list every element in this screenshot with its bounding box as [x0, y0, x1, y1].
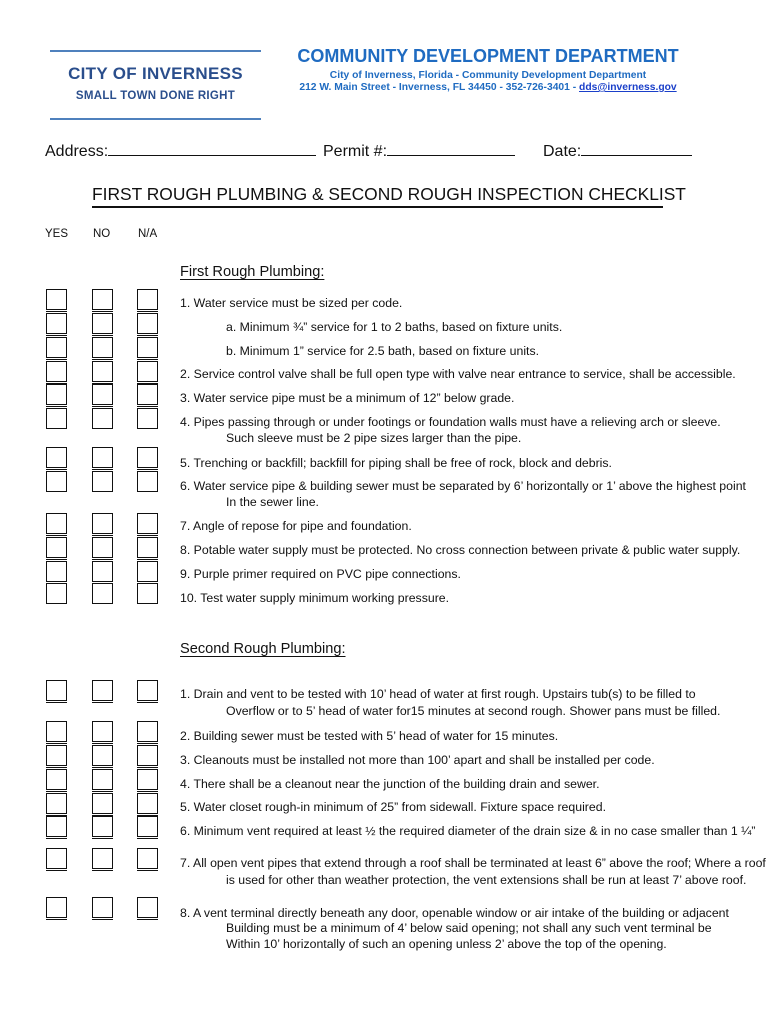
na-checkbox[interactable] [137, 561, 158, 582]
yes-checkbox[interactable] [46, 289, 67, 310]
second-rough-item: 4. There shall be a cleanout near the junction of the building drain and sewer. [180, 777, 600, 791]
second-rough-item: 7. All open vent pipes that extend through a roof shall be terminated at least 6” above the roof; Where a roof [180, 856, 766, 870]
no-checkbox[interactable] [92, 721, 113, 742]
na-checkbox[interactable] [137, 513, 158, 534]
yes-checkbox[interactable] [46, 745, 67, 766]
no-checkbox[interactable] [92, 816, 113, 837]
first-rough-item: b. Minimum 1” service for 2.5 bath, based on fixture units. [226, 344, 540, 358]
column-no: NO [93, 228, 111, 240]
no-checkbox[interactable] [92, 313, 113, 334]
no-checkbox[interactable] [92, 745, 113, 766]
na-checkbox[interactable] [137, 848, 158, 869]
logo-bottom-rule [50, 118, 261, 120]
second-rough-item: Overflow or to 5’ head of water for15 minutes at second rough. Shower pans must be filled. [226, 704, 721, 718]
na-checkbox[interactable] [137, 313, 158, 334]
na-checkbox[interactable] [137, 384, 158, 405]
logo-title: CITY OF INVERNESS [68, 64, 243, 83]
yes-checkbox[interactable] [46, 848, 67, 869]
permit-blank[interactable] [387, 140, 515, 156]
second-rough-item: Building must be a minimum of 4’ below said opening; not shall any such vent terminal be [226, 921, 712, 935]
second-rough-heading: Second Rough Plumbing: [180, 641, 346, 657]
na-checkbox[interactable] [137, 680, 158, 701]
na-checkbox[interactable] [137, 537, 158, 558]
department-email-link[interactable]: dds@inverness.gov [579, 82, 677, 93]
second-rough-item: 1. Drain and vent to be tested with 10’ head of water at first rough. Upstairs tub(s) to be filled to [180, 687, 696, 701]
na-checkbox[interactable] [137, 769, 158, 790]
department-title: COMMUNITY DEVELOPMENT DEPARTMENT [297, 46, 679, 66]
date-label: Date: [543, 143, 582, 160]
first-rough-item: 8. Potable water supply must be protected. No cross connection between private & public water supply. [180, 543, 741, 557]
yes-checkbox[interactable] [46, 513, 67, 534]
no-checkbox[interactable] [92, 583, 113, 604]
no-checkbox[interactable] [92, 361, 113, 382]
na-checkbox[interactable] [137, 471, 158, 492]
yes-checkbox[interactable] [46, 897, 67, 918]
second-rough-item: 5. Water closet rough-in minimum of 25” from sidewall. Fixture space required. [180, 800, 606, 814]
na-checkbox[interactable] [137, 721, 158, 742]
na-checkbox[interactable] [137, 337, 158, 358]
logo-tagline: SMALL TOWN DONE RIGHT [75, 90, 236, 102]
no-checkbox[interactable] [92, 561, 113, 582]
no-checkbox[interactable] [92, 337, 113, 358]
second-rough-item: is used for other than weather protection, the vent extensions shall be run at least 7’ above roof. [226, 873, 747, 887]
no-checkbox[interactable] [92, 793, 113, 814]
first-rough-item: 7. Angle of repose for pipe and foundation. [180, 519, 412, 533]
na-checkbox[interactable] [137, 745, 158, 766]
address-blank[interactable] [108, 140, 316, 156]
department-address [283, 82, 693, 93]
na-checkbox[interactable] [137, 583, 158, 604]
second-rough-item: 6. Minimum vent required at least ½ the required diameter of the drain size & in no case smaller than 1 ¼” [180, 824, 756, 838]
no-checkbox[interactable] [92, 384, 113, 405]
no-checkbox[interactable] [92, 408, 113, 429]
form-title-underline [92, 206, 663, 208]
yes-checkbox[interactable] [46, 313, 67, 334]
yes-checkbox[interactable] [46, 793, 67, 814]
no-checkbox[interactable] [92, 513, 113, 534]
department-subtitle-text: City of Inverness, Florida - Community Development Department [329, 70, 647, 81]
first-rough-item: 3. Water service pipe must be a minimum of 12” below grade. [180, 391, 515, 405]
first-rough-item: 2. Service control valve shall be full open type with valve near entrance to service, shall be accessible. [180, 367, 736, 381]
yes-checkbox[interactable] [46, 337, 67, 358]
form-title: FIRST ROUGH PLUMBING & SECOND ROUGH INSPECTION CHECKLIST [92, 184, 686, 204]
second-rough-item: 3. Cleanouts must be installed not more than 100’ apart and shall be installed per code. [180, 753, 655, 767]
yes-checkbox[interactable] [46, 583, 67, 604]
no-checkbox[interactable] [92, 897, 113, 918]
na-checkbox[interactable] [137, 408, 158, 429]
permit-field [323, 140, 515, 161]
yes-checkbox[interactable] [46, 680, 67, 701]
address-field [45, 140, 316, 161]
logo-top-rule [50, 50, 261, 52]
no-checkbox[interactable] [92, 289, 113, 310]
second-rough-item: Within 10’ horizontally of such an opening unless 2’ above the top of the opening. [226, 937, 667, 951]
yes-checkbox[interactable] [46, 816, 67, 837]
address-label: Address: [45, 143, 109, 160]
first-rough-heading: First Rough Plumbing: [180, 264, 325, 280]
first-rough-item: 6. Water service pipe & building sewer must be separated by 6’ horizontally or 1’ above the highest point [180, 479, 746, 493]
na-checkbox[interactable] [137, 816, 158, 837]
first-rough-item: 9. Purple primer required on PVC pipe connections. [180, 567, 461, 581]
first-rough-item: 1. Water service must be sized per code. [180, 296, 403, 310]
first-rough-item: 5. Trenching or backfill; backfill for piping shall be free of rock, block and debris. [180, 456, 612, 470]
na-checkbox[interactable] [137, 289, 158, 310]
first-rough-item: 10. Test water supply minimum working pressure. [180, 591, 450, 605]
yes-checkbox[interactable] [46, 408, 67, 429]
na-checkbox[interactable] [137, 361, 158, 382]
yes-checkbox[interactable] [46, 537, 67, 558]
second-rough-item: 2. Building sewer must be tested with 5’ head of water for 15 minutes. [180, 729, 559, 743]
yes-checkbox[interactable] [46, 447, 67, 468]
yes-checkbox[interactable] [46, 471, 67, 492]
yes-checkbox[interactable] [46, 769, 67, 790]
first-rough-item: 4. Pipes passing through or under footings or foundation walls must have a relieving arch or sleeve. [180, 415, 721, 429]
department-subtitle [283, 70, 693, 81]
date-field [543, 140, 692, 161]
no-checkbox[interactable] [92, 447, 113, 468]
second-rough-item: 8. A vent terminal directly beneath any door, openable window or air intake of the building or adjacent [180, 906, 729, 920]
date-blank[interactable] [581, 140, 692, 156]
yes-checkbox[interactable] [46, 561, 67, 582]
first-rough-item: Such sleeve must be 2 pipe sizes larger than the pipe. [226, 431, 522, 445]
no-checkbox[interactable] [92, 680, 113, 701]
no-checkbox[interactable] [92, 471, 113, 492]
first-rough-item: In the sewer line. [226, 495, 319, 509]
column-na: N/A [138, 228, 158, 240]
yes-checkbox[interactable] [46, 361, 67, 382]
column-yes: YES [45, 228, 69, 240]
na-checkbox[interactable] [137, 447, 158, 468]
no-checkbox[interactable] [92, 769, 113, 790]
first-rough-item: a. Minimum ¾” service for 1 to 2 baths, based on fixture units. [226, 320, 563, 334]
yes-checkbox[interactable] [46, 721, 67, 742]
na-checkbox[interactable] [137, 793, 158, 814]
no-checkbox[interactable] [92, 848, 113, 869]
department-address-text: 212 W. Main Street - Inverness, FL 34450 - 352-726-3401 - [299, 82, 580, 93]
no-checkbox[interactable] [92, 537, 113, 558]
yes-checkbox[interactable] [46, 384, 67, 405]
na-checkbox[interactable] [137, 897, 158, 918]
permit-label: Permit #: [323, 143, 388, 160]
